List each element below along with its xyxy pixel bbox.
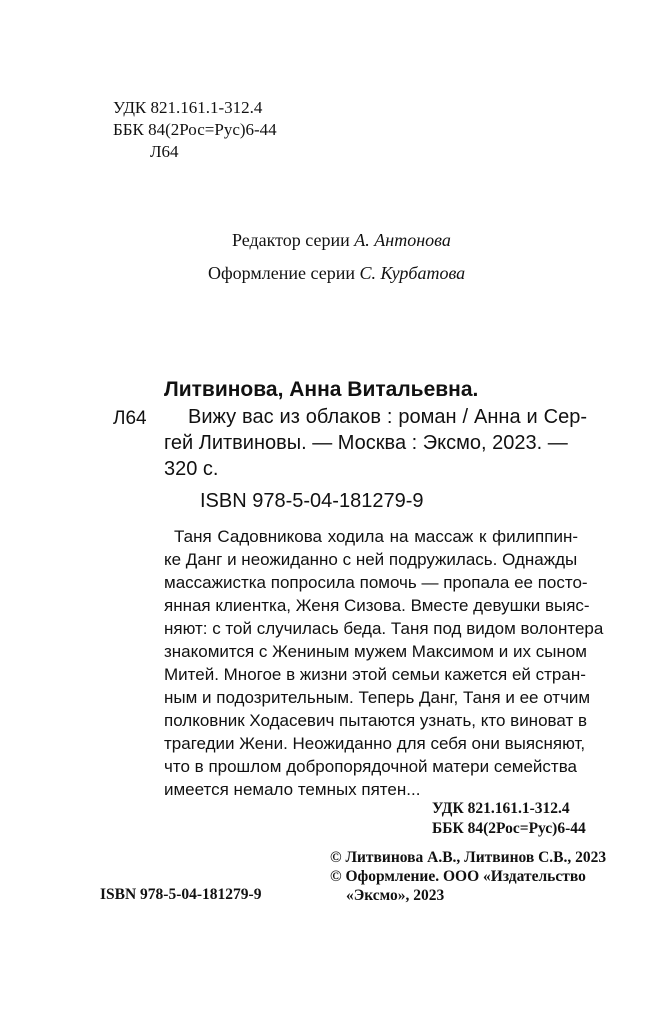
udk-code-bottom: УДК 821.161.1-312.4 bbox=[432, 800, 570, 817]
annotation-line: янная клиентка, Женя Сизова. Вместе девушки выяс- bbox=[164, 596, 590, 615]
copyright-authors: © Литвинова А.В., Литвинов С.В., 2023 bbox=[330, 849, 607, 866]
annotation-line: имеется немало темных пятен... bbox=[164, 780, 421, 799]
series-editor-credit bbox=[232, 230, 451, 251]
catalog-title-line-1: Вижу вас из облаков : роман / Анна и Сер- bbox=[188, 406, 587, 428]
annotation-line: няют: с той случилась беда. Таня под видом волонтера bbox=[164, 619, 604, 638]
catalog-author: Литвинова, Анна Витальевна. bbox=[164, 378, 479, 401]
series-design-name: С. Курбатова bbox=[359, 263, 466, 283]
annotation-line: массажистка попросила помочь — пропала ее посто- bbox=[164, 573, 588, 592]
series-editor-label: Редактор серии bbox=[232, 230, 350, 250]
annotation-line: трагедии Жени. Неожиданно для себя они выясняют, bbox=[164, 734, 586, 753]
bbk-code-top: ББК 84(2Рос=Рус)6-44 bbox=[113, 120, 277, 139]
annotation-line: знакомится с Жениным мужем Максимом и их сыном bbox=[164, 642, 587, 661]
series-design-label: Оформление серии bbox=[208, 263, 355, 283]
isbn-bottom: ISBN 978-5-04-181279-9 bbox=[100, 886, 262, 903]
copyright-design-cont: «Эксмо», 2023 bbox=[346, 887, 445, 904]
annotation-line: Таня Садовникова ходила на массаж к филиппин- bbox=[174, 527, 578, 546]
copyright-design: © Оформление. ООО «Издательство bbox=[330, 868, 586, 885]
catalog-title-line-3: 320 с. bbox=[164, 458, 219, 480]
catalog-author-sign: Л64 bbox=[113, 408, 147, 429]
bbk-code-bottom: ББК 84(2Рос=Рус)6-44 bbox=[432, 820, 586, 837]
annotation-line: Митей. Многое в жизни этой семьи кажется ей стран- bbox=[164, 665, 586, 684]
annotation-line: полковник Ходасевич пытаются узнать, кто виноват в bbox=[164, 711, 587, 730]
annotation-line: что в прошлом добропорядочной матери семейства bbox=[164, 757, 577, 776]
annotation-line: ке Данг и неожиданно с ней подружилась. Однажды bbox=[164, 550, 578, 569]
series-design-credit bbox=[208, 263, 465, 284]
author-sign-top: Л64 bbox=[150, 142, 179, 161]
catalog-title-line-2: гей Литвиновы. — Москва : Эксмо, 2023. — bbox=[164, 432, 568, 454]
catalog-isbn: ISBN 978-5-04-181279-9 bbox=[200, 490, 424, 512]
udk-code-top: УДК 821.161.1-312.4 bbox=[113, 98, 263, 117]
series-editor-name: А. Антонова bbox=[354, 230, 451, 250]
annotation-line: ным и подозрительным. Теперь Данг, Таня и ее отчим bbox=[164, 688, 591, 707]
